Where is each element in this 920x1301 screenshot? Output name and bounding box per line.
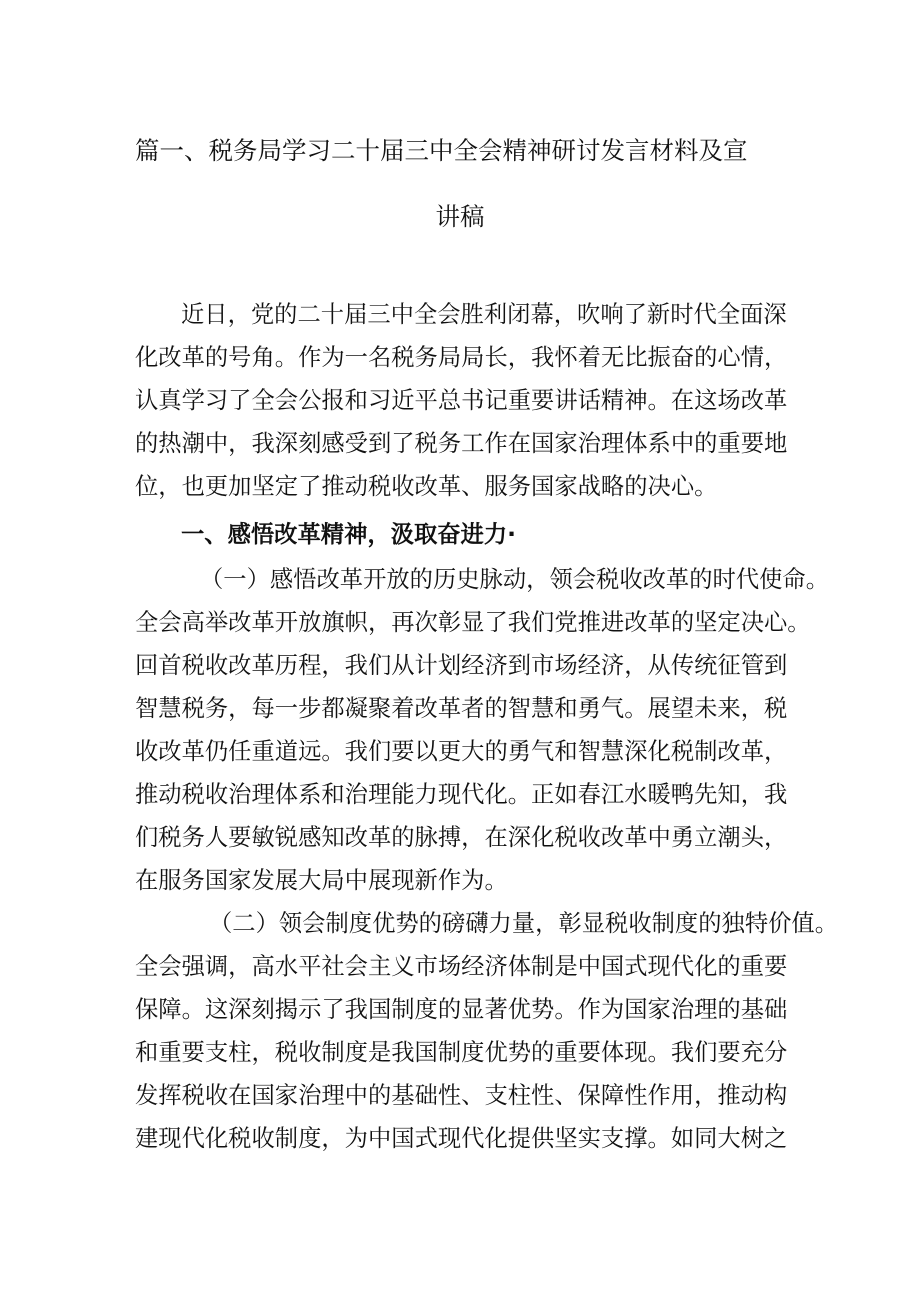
section-heading: 一、感悟改革精神，汲取奋进力· [181, 521, 517, 548]
document-title-line-2: 讲稿 [435, 202, 485, 231]
sub2-line: 全会强调，高水平社会主义市场经济体制是中国式现代化的重要 [135, 953, 788, 980]
sub1-line: （一）感悟改革开放的历史脉动，领会税收改革的时代使命。 [200, 566, 830, 593]
sub1-line: 在服务国家发展大局中展现新作为。 [135, 867, 508, 894]
intro-line: 认真学习了全会公报和习近平总书记重要讲话精神。在这场改革 [135, 387, 788, 414]
sub2-line: （二）领会制度优势的磅礴力量，彰显税收制度的独特价值。 [209, 910, 839, 937]
sub1-line: 收改革仍任重道远。我们要以更大的勇气和智慧深化税制改革， [135, 738, 788, 765]
sub2-line: 和重要支柱，税收制度是我国制度优势的重要体现。我们要充分 [135, 1039, 788, 1066]
intro-line: 位，也更加坚定了推动税收改革、服务国家战略的决心。 [135, 473, 718, 500]
intro-line: 近日，党的二十届三中全会胜利闭幕，吹响了新时代全面深 [181, 301, 787, 328]
sub2-line: 建现代化税收制度，为中国式现代化提供坚实支撑。如同大树之 [135, 1125, 788, 1152]
sub1-line: 智慧税务，每一步都凝聚着改革者的智慧和勇气。展望未来，税 [135, 695, 788, 722]
sub1-line: 全会高举改革开放旗帜，再次彰显了我们党推进改革的坚定决心。 [135, 609, 811, 636]
sub1-line: 推动税收治理体系和治理能力现代化。正如春江水暖鸭先知，我 [135, 781, 788, 808]
intro-line: 的热潮中，我深刻感受到了税务工作在国家治理体系中的重要地 [135, 430, 788, 457]
sub1-line: 回首税收改革历程，我们从计划经济到市场经济，从传统征管到 [135, 652, 788, 679]
document-title-line-1: 篇一、税务局学习二十届三中全会精神研讨发言材料及宣 [135, 136, 748, 165]
sub2-line: 保障。这深刻揭示了我国制度的显著优势。作为国家治理的基础 [135, 996, 788, 1023]
sub1-line: 们税务人要敏锐感知改革的脉搏，在深化税收改革中勇立潮头， [135, 824, 788, 851]
intro-line: 化改革的号角。作为一名税务局局长，我怀着无比振奋的心情， [135, 344, 788, 371]
sub2-line: 发挥税收在国家治理中的基础性、支柱性、保障性作用，推动构 [135, 1082, 788, 1109]
